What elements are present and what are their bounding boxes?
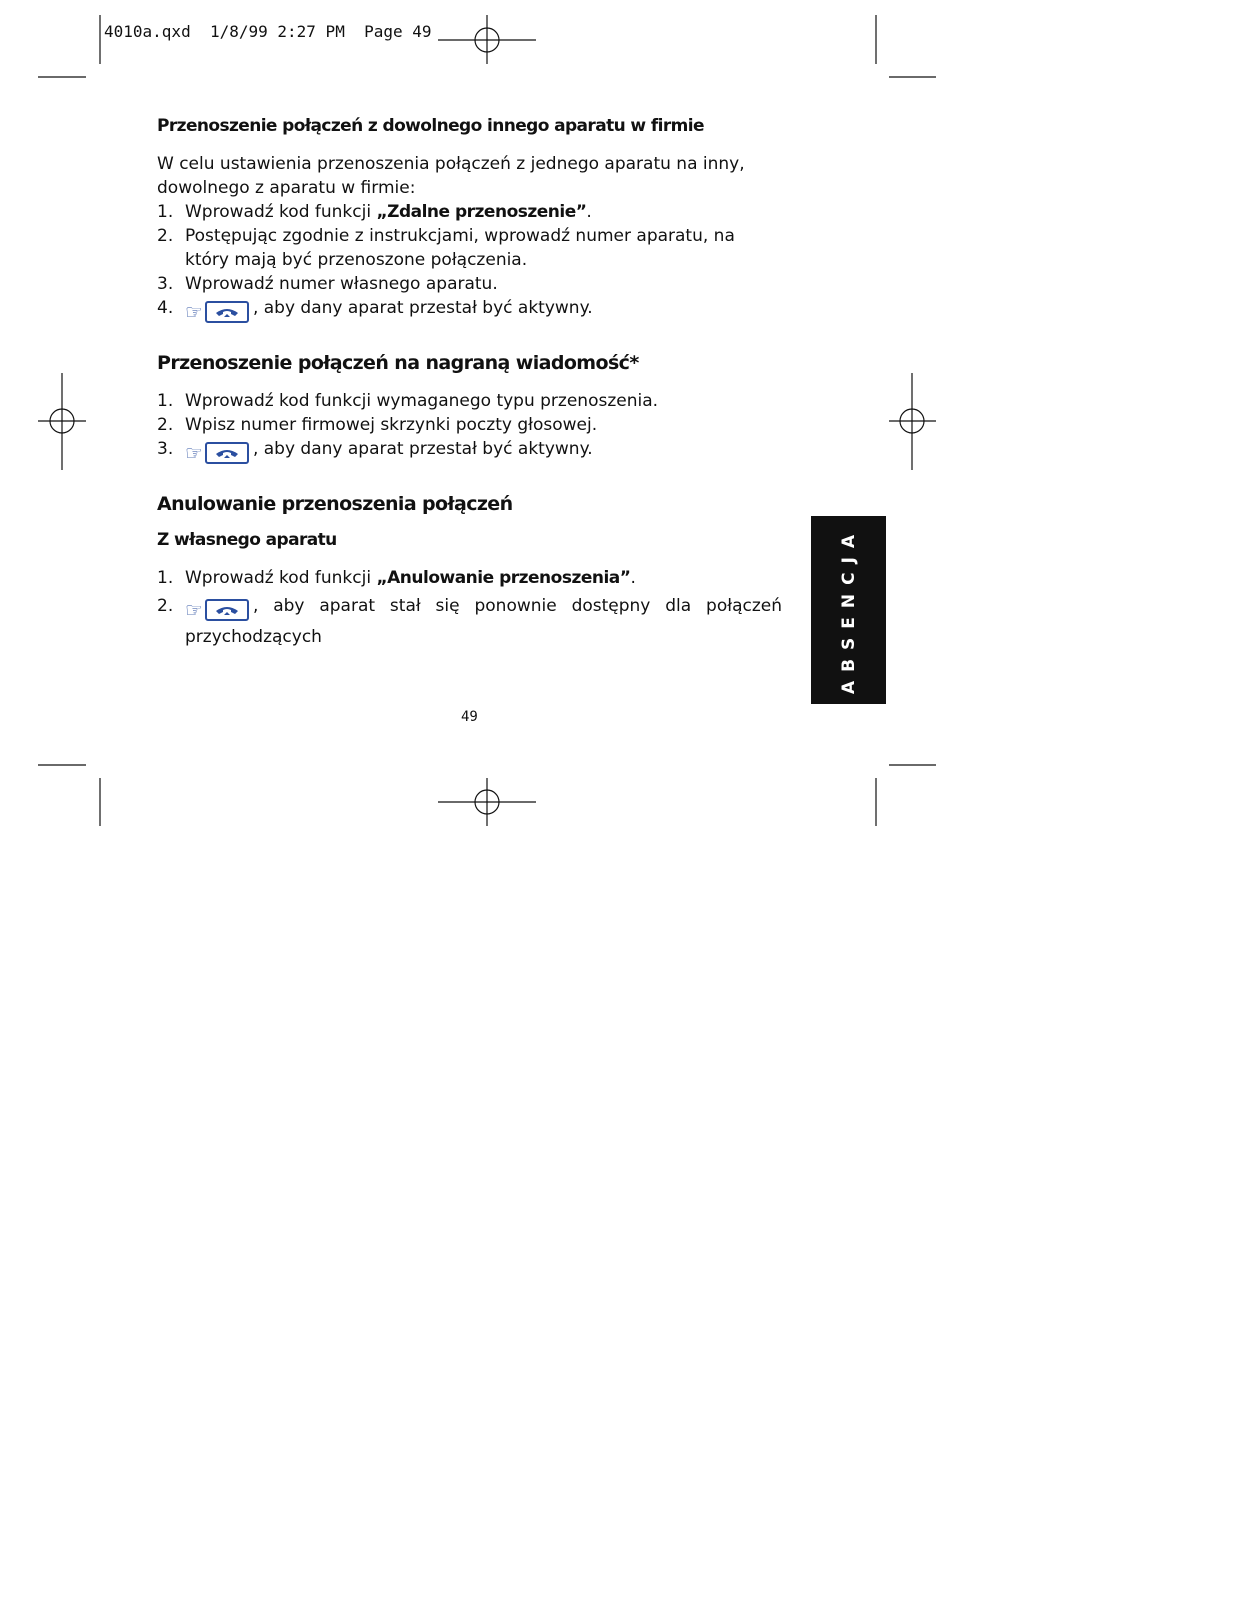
function-name: „Anulowanie przenoszenia”	[376, 568, 631, 588]
item-number: 2.	[157, 226, 174, 246]
hang-up-key-icon	[205, 301, 249, 323]
list-item	[157, 566, 782, 590]
pointing-hand-icon: ☞	[185, 441, 203, 465]
item-number: 1.	[157, 391, 174, 411]
item-text: Wprowadź kod funkcji „Zdalne przenoszenie”.	[185, 202, 592, 222]
section-subheading: Z własnego aparatu	[157, 530, 337, 550]
list-item	[157, 437, 782, 464]
list-item	[157, 594, 782, 649]
list-item	[157, 200, 782, 224]
item-text-continued: przychodzących	[185, 627, 322, 647]
function-name: „Zdalne przenoszenie”	[376, 202, 587, 222]
item-number: 3.	[157, 439, 174, 459]
item-text: Postępując zgodnie z instrukcjami, wprowadź numer aparatu, na który mają być przenoszone połączenia.	[185, 226, 735, 270]
item-number: 2.	[157, 596, 174, 616]
item-text: Wprowadź numer własnego aparatu.	[185, 274, 498, 294]
item-number: 3.	[157, 274, 174, 294]
section-heading-remote-forwarding: Przenoszenie połączeń z dowolnego innego aparatu w firmie	[157, 116, 704, 136]
key-sequence	[185, 301, 249, 323]
list-item	[157, 272, 782, 296]
section-heading-voicemail-forwarding: Przenoszenie połączeń na nagraną wiadomość*	[157, 352, 639, 374]
key-sequence	[185, 599, 249, 621]
section-intro: W celu ustawienia przenoszenia połączeń z jednego aparatu na inny, dowolnego z aparatu w firmie:	[157, 154, 745, 198]
item-text: Wprowadź kod funkcji „Anulowanie przenoszenia”.	[185, 568, 636, 588]
pointing-hand-icon: ☞	[185, 300, 203, 324]
page-number: 49	[461, 709, 478, 725]
list-item	[157, 224, 782, 272]
list-item	[157, 296, 782, 323]
section-heading-cancel-forwarding: Anulowanie przenoszenia połączeń	[157, 493, 513, 515]
item-number: 2.	[157, 415, 174, 435]
list-item	[157, 413, 782, 437]
chapter-side-tab	[811, 516, 886, 704]
item-number: 1.	[157, 568, 174, 588]
item-text: ☞ , aby dany aparat przestał być aktywny.	[185, 298, 593, 324]
hang-up-key-icon	[205, 442, 249, 464]
key-sequence	[185, 442, 249, 464]
item-text: Wpisz numer firmowej skrzynki poczty głosowej.	[185, 415, 598, 435]
item-number: 4.	[157, 298, 174, 318]
item-text: ☞ , aby aparat stał się ponownie dostępny dla połączeń przychodzących	[185, 596, 782, 647]
print-slug: 4010a.qxd 1/8/99 2:27 PM Page 49	[104, 22, 432, 41]
item-number: 1.	[157, 202, 174, 222]
list-item	[157, 389, 782, 413]
item-text: Wprowadź kod funkcji wymaganego typu przenoszenia.	[185, 391, 659, 411]
hang-up-key-icon	[205, 599, 249, 621]
chapter-tab-label: ABSENCJA	[838, 525, 859, 695]
item-text: ☞ , aby dany aparat przestał być aktywny.	[185, 439, 593, 465]
pointing-hand-icon: ☞	[185, 598, 203, 622]
